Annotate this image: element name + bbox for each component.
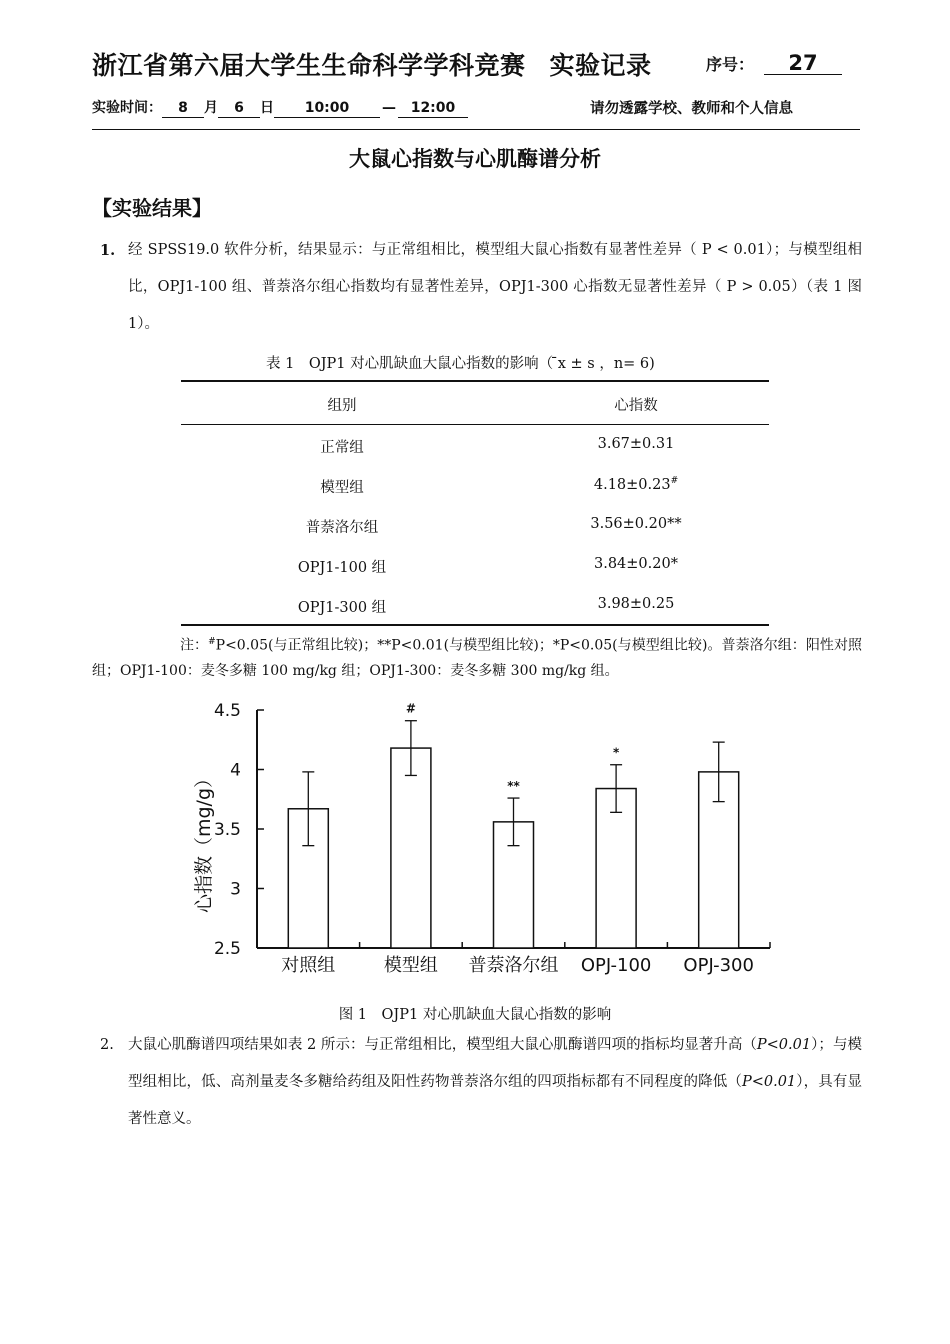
y-tick-label: 3 [230,879,241,900]
y-tick-label: 4.5 [213,701,241,721]
time-end: 12:00 [398,100,468,118]
bar-chart [180,695,780,990]
competition-title [92,46,652,82]
chart-layer [193,701,770,976]
competition-name: 浙江省第六届大学生生命科学学科竞赛 [92,51,526,80]
serial-value: 27 [764,52,842,75]
table-cell-index: 3.67±0.31 [597,436,675,452]
serial-number [706,52,842,75]
table-header-index: 心指数 [614,398,658,414]
bar [391,748,431,948]
time-start: 10:00 [274,100,380,118]
time-day-unit: 日 [260,100,274,116]
x-tick-label: OPJ-100 [580,955,652,976]
table-cell-group: 正常组 [320,440,364,456]
table-cell-index: 3.84±0.20* [594,556,678,572]
x-tick-label: 普萘洛尔组 [468,955,559,976]
x-tick-label: 模型组 [383,955,438,976]
table-note: 注：#P<0.05(与正常组比较)；**P<0.01(与模型组比较)；*P<0.05(与模型组比较)。普萘洛尔组：阳性对照组；OPJ1-100：麦冬多糖 100 mg/kg 组；OPJ1-300：麦冬多糖 300 mg/kg 组。 [92,637,862,679]
time-label: 实验时间： [92,100,162,116]
privacy-note: 请勿透露学校、教师和个人信息 [590,101,793,117]
table-cell-group: 普萘洛尔组 [305,520,379,536]
table-cell-index: 3.56±0.20** [590,516,682,532]
significance-mark: ** [507,779,520,794]
y-tick-label: 2.5 [213,939,241,959]
significance-mark: # [405,701,416,716]
record-label: 实验记录 [549,51,652,80]
item1-number: 1. [100,242,116,259]
table-cell-group: 模型组 [320,480,364,496]
table-cell-group: OPJ1-300 组 [297,600,387,616]
serial-label: 序号： [706,55,755,74]
time-month-unit: 月 [204,100,218,116]
item2-paragraph: 大鼠心肌酶谱四项结果如表 2 所示：与正常组相比，模型组大鼠心肌酶谱四项的指标均显著升高（P<0.01）；与模型组相比，低、高剂量麦冬多糖给药组及阳性药物普萘洛尔组的四项指标都有不同程度的降低（P<0.01），具有显著性意义。 [128,1037,862,1127]
item1-paragraph: 经 SPSS19.0 软件分析，结果显示：与正常组相比，模型组大鼠心指数有显著性差异（ P < 0.01）；与模型组相比，OPJ1-100 组、普萘洛尔组心指数均有显著性差异，OPJ1-300 心指数无显著性差异（ P > 0.05）（表 1 图 1）。 [128,242,862,332]
y-tick-label: 4 [230,760,241,781]
table-cell-group: OPJ1-100 组 [297,560,387,576]
table-bottom-rule [181,624,769,626]
x-tick-label: 对照组 [281,955,336,976]
item2-number: 2. [100,1037,114,1053]
significance-mark: * [612,745,620,760]
time-day: 6 [218,100,260,118]
figure-caption: 图 1 OJP1 对心肌缺血大鼠心指数的影响 [338,1007,612,1023]
y-axis-label: 心指数（mg/g） [193,768,215,914]
experiment-time [92,97,468,118]
table-caption: 表 1 OJP1 对心肌缺血大鼠心指数的影响（ ̄x ± s ，n= 6) [266,356,655,372]
section-heading: 【实验结果】 [92,196,212,220]
time-dash: — [382,100,396,116]
table-cell-index: 4.18±0.23# [593,476,679,493]
table-top-rule [181,380,769,382]
time-month: 8 [162,100,204,118]
table-header-group: 组别 [327,398,357,414]
document-title: 大鼠心指数与心肌酶谱分析 [349,147,601,171]
table-header-rule [181,424,769,425]
x-tick-label: OPJ-300 [683,955,754,976]
header-divider [92,129,860,130]
y-tick-label: 3.5 [213,820,241,840]
table-cell-index: 3.98±0.25 [597,596,675,612]
